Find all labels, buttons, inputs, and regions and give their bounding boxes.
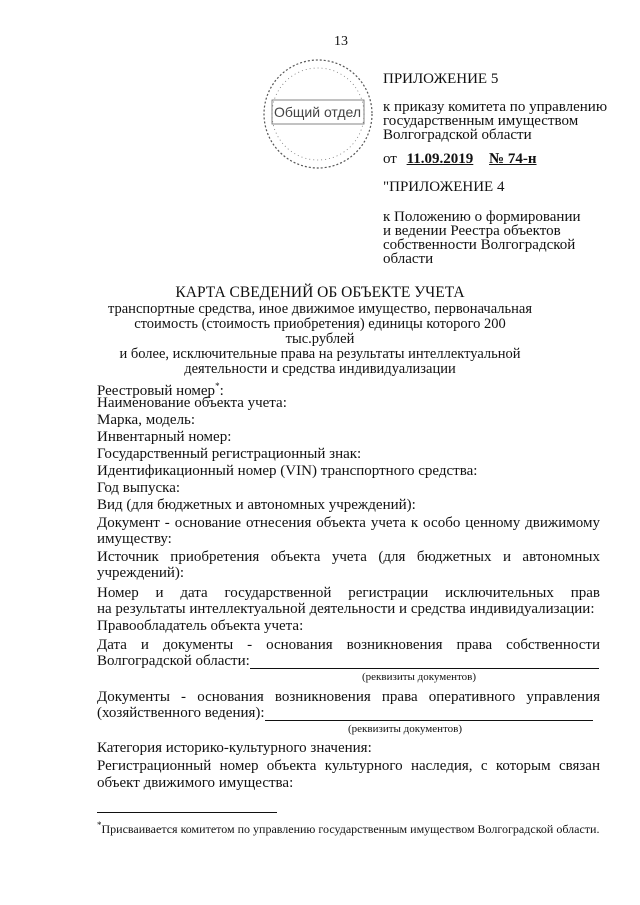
appendix-title: ПРИЛОЖЕНИЕ 5 xyxy=(383,71,499,87)
operational-label: (хозяйственного ведения): xyxy=(97,705,265,721)
order-number: № 74-н xyxy=(489,151,537,167)
subtitle-line-1: транспортные средства, иное движимое имущество, первоначальная xyxy=(107,301,532,317)
page-number: 13 xyxy=(334,34,348,49)
subtitle-line-4: деятельности и средства индивидуализации xyxy=(184,361,456,377)
heritage-reg-line-2: объект движимого имущества: xyxy=(97,775,294,791)
order-line-2: государственным имуществом xyxy=(383,113,579,129)
stamp-text: Общий отдел xyxy=(274,104,362,120)
footnote xyxy=(97,818,600,836)
heritage-reg-line-1: Регистрационный номер объекта культурного наследия, с которым связан xyxy=(97,758,600,774)
regulation-line-3: собственности Волгоградской xyxy=(383,237,576,253)
year-field: Год выпуска: xyxy=(97,480,181,496)
subtitle-line-3: и более, исключительные права на результаты интеллектуальной xyxy=(119,346,521,362)
footnote-ref: * xyxy=(215,381,220,391)
doc-details-caption-2: (реквизиты документов) xyxy=(348,723,463,735)
regulation-line-4: области xyxy=(383,251,434,267)
footnote-separator xyxy=(97,812,277,813)
ownership-fill-line xyxy=(250,655,599,669)
from-label: от xyxy=(383,151,397,167)
ownership-line-1: Дата и документы - основания возникновения права собственности xyxy=(97,637,600,653)
ownership-line-2 xyxy=(97,653,600,669)
registry-colon: : xyxy=(219,383,224,399)
regulation-line-1: к Положению о формировании xyxy=(383,209,581,225)
operational-fill-line xyxy=(265,707,593,721)
exclusive-rights-line-1: Номер и дата государственной регистрации исключительных прав xyxy=(97,585,600,601)
document-title: КАРТА СВЕДЕНИЙ ОБ ОБЪЕКТЕ УЧЕТА xyxy=(175,284,465,301)
operational-line-2 xyxy=(97,705,600,721)
valuable-doc-line-1: Документ - основание отнесения объекта учета к особо ценному движимому xyxy=(97,515,600,531)
valuable-doc-line-2: имуществу: xyxy=(97,531,172,547)
footnote-mark: * xyxy=(97,820,102,830)
source-line-1: Источник приобретения объекта учета (для бюджетных и автономных xyxy=(97,549,600,565)
footnote-text: Присваивается комитетом по управлению государственным имуществом Волгоградской области. xyxy=(101,822,600,836)
state-plate-field: Государственный регистрационный знак: xyxy=(97,446,362,462)
operational-line-1: Документы - основания возникновения права оперативного управления xyxy=(97,689,600,705)
appendix4-title: "ПРИЛОЖЕНИЕ 4 xyxy=(383,179,505,195)
inventory-number-field: Инвентарный номер: xyxy=(97,429,232,445)
doc-details-caption-1: (реквизиты документов) xyxy=(362,671,477,683)
regulation-line-2: и ведении Реестра объектов xyxy=(383,223,561,239)
ownership-label: Волгоградской области: xyxy=(97,653,250,669)
subtitle xyxy=(100,302,540,377)
order-line-1: к приказу комитета по управлению xyxy=(383,99,608,115)
order-line-3: Волгоградской области xyxy=(383,127,532,143)
exclusive-rights-line-2: на результаты интеллектуальной деятельности и средства индивидуализации: xyxy=(97,601,595,617)
object-name-field: Наименование объекта учета: xyxy=(97,395,287,411)
kind-field: Вид (для бюджетных и автономных учреждений): xyxy=(97,497,416,513)
registry-number-label: Реестровый номер xyxy=(97,383,216,399)
make-model-field: Марка, модель: xyxy=(97,412,196,428)
subtitle-line-2: стоимость (стоимость приобретения) единицы которого 200 тыс.рублей xyxy=(134,316,506,347)
order-date-line xyxy=(383,152,537,167)
source-line-2: учреждений): xyxy=(97,565,185,581)
vin-field: Идентификационный номер (VIN) транспортного средства: xyxy=(97,463,478,479)
rightholder-field: Правообладатель объекта учета: xyxy=(97,618,304,634)
heritage-category-field: Категория историко-культурного значения: xyxy=(97,740,372,756)
order-date: 11.09.2019 xyxy=(406,151,474,167)
